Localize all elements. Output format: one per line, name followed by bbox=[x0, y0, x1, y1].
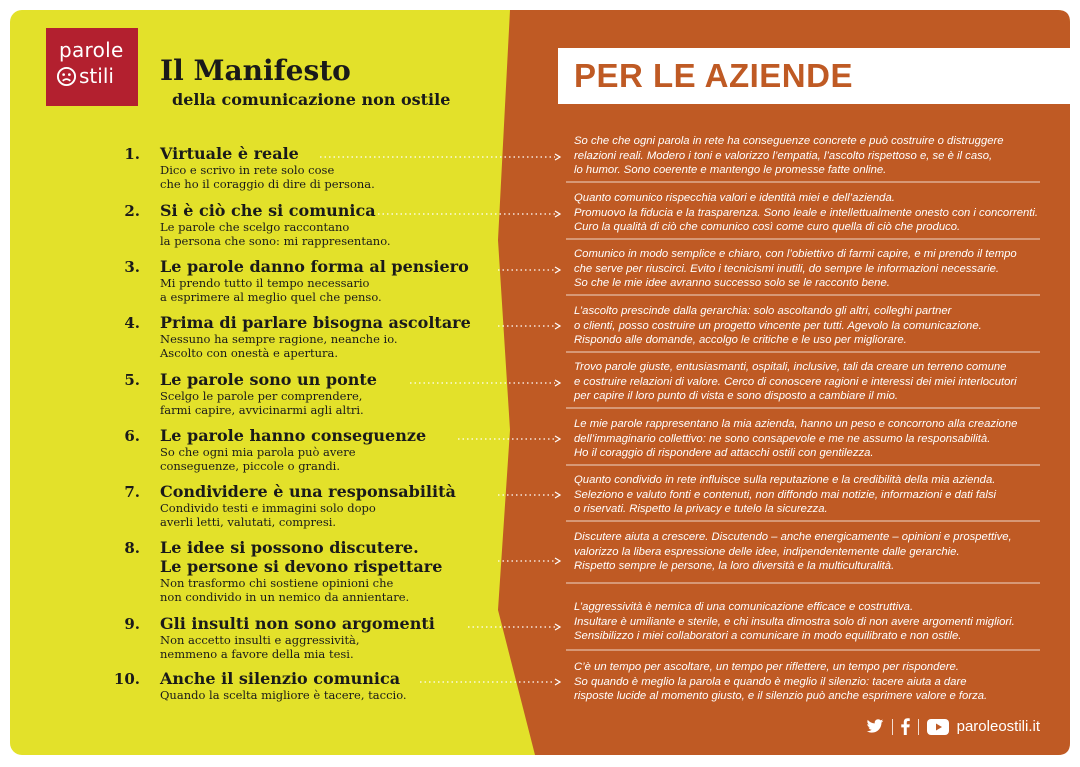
business-text: So che che ogni parola in rete ha conseguenze concrete e può costruire o distruggere relazioni reali. Modero i toni e valorizzo l’empatia, l’ascolto rispettoso e, se è il caso, lo humor. Sono coerente e mantengo le promesse fatte online. bbox=[574, 135, 1004, 176]
footer-separator bbox=[892, 719, 893, 735]
website-link[interactable]: paroleostili.it bbox=[956, 718, 1040, 735]
principle-body: Mi prendo tutto il tempo necessario a esprimere al meglio quel che penso. bbox=[160, 276, 382, 304]
banner-title: PER LE AZIENDE bbox=[574, 57, 853, 94]
principle-body: Le parole che scelgo raccontano la persona che sono: mi rappresentano. bbox=[160, 220, 391, 248]
principle-title: Le parole danno forma al pensiero bbox=[160, 257, 469, 276]
principle-title: Anche il silenzio comunica bbox=[160, 669, 401, 688]
principle-number: 5. bbox=[124, 371, 140, 389]
footer-separator bbox=[918, 719, 919, 735]
principle-number: 6. bbox=[124, 427, 140, 445]
business-text: Discutere aiuta a crescere. Discutendo – anche energicamente – opinioni e prospettive, valorizzo la libera espressione delle idee, indipendentemente dalle gerarchie. Rispetto sempre le persone, la loro diversità e la multiculturalità. bbox=[574, 531, 1012, 572]
principle-body: Scelgo le parole per comprendere, farmi capire, avvicinarmi agli altri. bbox=[160, 389, 364, 417]
page-subtitle: della comunicazione non ostile bbox=[172, 90, 451, 109]
business-text: C’è un tempo per ascoltare, un tempo per riflettere, un tempo per rispondere. So quando è meglio la parola e quando è meglio il silenzio: tacere aiuta a dare risposte lucide al momento giusto, e il silenzio può anche esprimere valore e forza. bbox=[574, 661, 988, 702]
principle-number: 10. bbox=[113, 670, 140, 688]
business-text: L’aggressività è nemica di una comunicazione efficace e costruttiva. Insultare è umiliante e sterile, e chi insulta dimostra solo di non avere argomenti migliori. Sensibilizzo i miei collaboratori a comunicare in modo equilibrato e non ostile. bbox=[574, 601, 1015, 642]
twitter-icon[interactable] bbox=[866, 719, 884, 734]
facebook-icon[interactable] bbox=[901, 718, 910, 735]
principle-title: Si è ciò che si comunica bbox=[160, 201, 376, 220]
page-title: Il Manifesto bbox=[160, 54, 351, 87]
principle-body: Non trasformo chi sostiene opinioni che non condivido in un nemico da annientare. bbox=[160, 576, 410, 604]
principle-number: 8. bbox=[124, 539, 140, 557]
principle-number: 3. bbox=[124, 258, 140, 276]
sad-face-icon bbox=[56, 66, 77, 87]
principle-title: Prima di parlare bisogna ascoltare bbox=[160, 313, 471, 332]
principle-title: Le parole sono un ponte bbox=[160, 370, 377, 389]
youtube-icon[interactable] bbox=[927, 719, 949, 735]
principle-body: Quando la scelta migliore è tacere, taccio. bbox=[160, 688, 407, 702]
principle-body: Condivido testi e immagini solo dopo averli letti, valutati, compresi. bbox=[160, 501, 376, 529]
principle-number: 2. bbox=[124, 202, 140, 220]
principle-body: Nessuno ha sempre ragione, neanche io. Ascolto con onestà e apertura. bbox=[160, 332, 398, 360]
manifesto-poster bbox=[10, 10, 1070, 755]
business-text: L’ascolto prescinde dalla gerarchia: solo ascoltando gli altri, colleghi partner o clienti, posso costruire un progetto vincente per tutti. Agevolo la comunicazione. Rispondo alle domande, accolgo le critiche e le uso per migliorare. bbox=[574, 305, 982, 346]
business-text: Le mie parole rappresentano la mia azienda, hanno un peso e concorrono alla creazione dell’immaginario collettivo: ne sono consapevole e me ne assumo la responsabilità. Ho il coraggio di rispondere ad attacchi ostili con gentilezza. bbox=[574, 418, 1018, 459]
principle-number: 9. bbox=[124, 615, 140, 633]
business-text: Trovo parole giuste, entusiasmanti, ospitali, inclusive, tali da creare un terreno comune e costruire relazioni di valore. Cerco di conoscere ragioni e interessi dei miei interlocutori per capire il loro punto di vista e sono disposto a cambiare il mio. bbox=[574, 361, 1017, 402]
section-banner bbox=[558, 48, 1070, 104]
principle-body: Non accetto insulti e aggressività, nemmeno a favore della mia tesi. bbox=[160, 633, 360, 661]
footer bbox=[866, 718, 1040, 735]
principle-body: So che ogni mia parola può avere conseguenze, piccole o grandi. bbox=[160, 445, 356, 473]
logo bbox=[46, 28, 138, 106]
principle-title: Le idee si possono discutere. Le persone si devono rispettare bbox=[160, 538, 443, 576]
principle-title: Gli insulti non sono argomenti bbox=[160, 614, 435, 633]
principle-number: 4. bbox=[124, 314, 140, 332]
logo-line2: stili bbox=[79, 64, 114, 88]
business-text: Quanto condivido in rete influisce sulla reputazione e la credibilità della mia azienda. Seleziono e valuto fonti e contenuti, non diffondo mai notizie, informazioni e dati falsi o riservati. Rispetto la privacy e tutelo la sicurezza. bbox=[574, 474, 997, 515]
logo-line1: parole bbox=[59, 38, 124, 62]
logo-line2-wrap bbox=[56, 64, 114, 88]
principle-title: Le parole hanno conseguenze bbox=[160, 426, 427, 445]
principle-number: 7. bbox=[124, 483, 140, 501]
business-text: Quanto comunico rispecchia valori e identità miei e dell’azienda. Promuovo la fiducia e la trasparenza. Sono leale e intellettualmente onesto con i concorrenti. Curo la qualità di ciò che comunico così come curo quella di ciò che produco. bbox=[574, 192, 1039, 233]
principle-title: Virtuale è reale bbox=[160, 144, 299, 163]
principle-number: 1. bbox=[124, 145, 140, 163]
business-text: Comunico in modo semplice e chiaro, con l’obiettivo di farmi capire, e mi prendo il tempo che serve per riuscirci. Evito i tecnicismi inutili, do sempre le informazioni necessarie. So che le mie idee avranno successo solo se le racconto bene. bbox=[574, 248, 1017, 289]
principle-title: Condividere è una responsabilità bbox=[160, 482, 456, 501]
principle-body: Dico e scrivo in rete solo cose che ho il coraggio di dire di persona. bbox=[160, 163, 375, 191]
